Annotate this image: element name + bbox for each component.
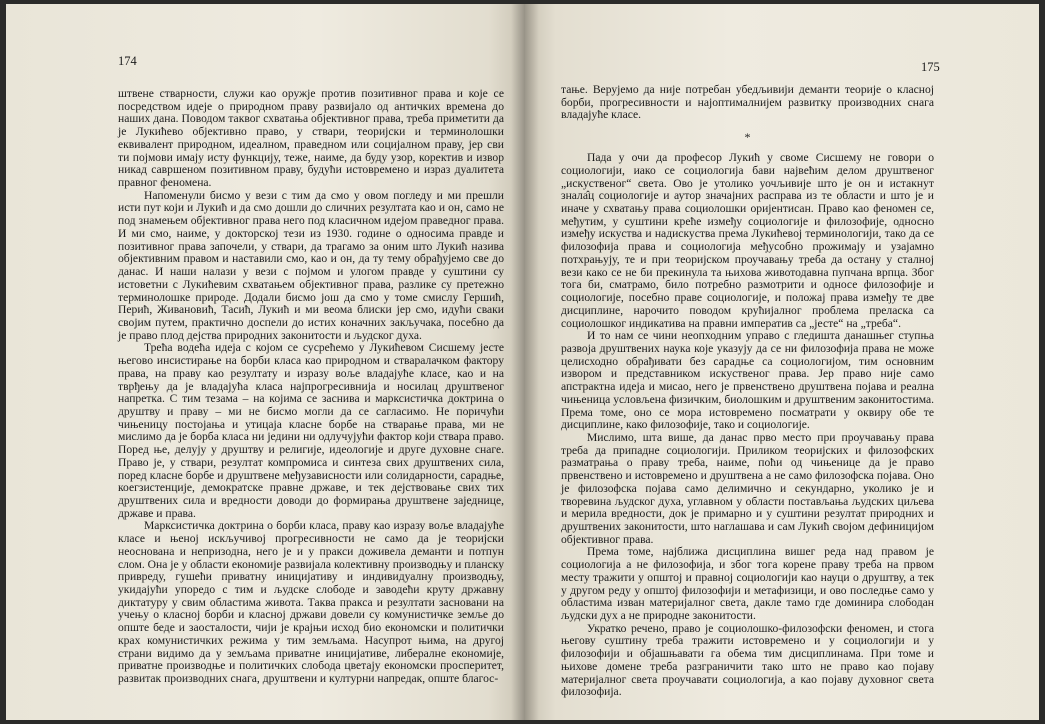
gutter-shadow bbox=[525, 4, 539, 720]
left-page bbox=[6, 4, 525, 720]
gutter-shadow bbox=[511, 4, 525, 720]
paragraph: тање. Верујемо да није потребан убедљивији деманти теорије о класној борби, прогресивности и најоптималнијем развитку производних снага владајуће класе. bbox=[561, 83, 934, 122]
paragraph: И то нам се чини неопходним управо с гледишта данашњег ступња развоја друштвених наука које указују да се ни филозофија права не може целисходно обрађивати без сарадње са социологијом, тим основним извором и представником искуственог права. Јер право није само апстрактна идеја и мисао, него је првенствено друштвена појава и реална чињеница условљена физичким, биолошким и друштвеним законитостима. Према томе, оно се мора истовремено посматрати у оквиру обе те дисциплине, како филозофије, тако и социологије. bbox=[561, 329, 935, 432]
paragraph: Мислимо, шта више, да данас прво место при проучавању права треба да припадне социологији. Приликом теоријских и филозофских разматрања о праву треба, наиме, поћи од чињенице да је право првенствено и истовремено и друштвена а не само филозофска појава. Оно је филозофска појава само делимично и секундарно, уколико је и творевина људског духа, углавном у области постављања људских циљева и мерила вредности, док је примарно и у суштини резултат природних и друштвених законитости, што наглашава и сам Лукић својом дефиницијом објективног права. bbox=[561, 430, 934, 546]
left-page-text bbox=[118, 88, 504, 686]
paragraph: Напоменули бисмо у вези с тим да смо у овом погледу и ми прешли исти пут који и Лукић и да смо дошли до сличних резултата као и он, само не под знамењем објективног права него под класичном идејом праведног права. И ми смо, наиме, у докторској тези из 1930. године о односима правде и позитивног права започели, у ствари, да трагамо за оним што Лукић назива објективним правом и наставили смо, као и он, да ту тему обрађујемо све до данас. И наши налази у вези с појмом и улогом правде у суштини су истоветни с Лукићевим схватањем објективног права, разлике су претежно терминолошке природе. Додали бисмо још да смо у томе смислу Гершић, Перић, Живановић, Тасић, Лукић и ми веома блиски јер смо, идући сваки својим путем, практично доспели до истих коначних закључака, посебно да је право плод дејства природних законитости и људског духа. bbox=[118, 188, 504, 342]
paragraph: Марксистичка доктрина о борби класа, праву као изразу воље владајуће класе и њеној искључивој прогресивности не само да је теоријски неоснована и непризодна, него је и у пракси доживела деманти и потпун слом. Она је у области економије развијала колективну производњу и планску привреду, гушећи приватну иницијативу и индивидуалну производњу, укидајући упоредо с тим и људске слободе и заводећи круту државну диктатуру у свим областима живота. Таква пракса и резултати засновани на учењу о класној борби и класној држави довели су комунистичке земље до опште беде и заосталости, чији је крајњи исход био економски и политички крах комунистичких режима у тим земљама. Насупрот њима, на другој страни видимо да у земљама приватне иницијативе, либералне економије, приватне производње и политичких слобода цветају економски просперитет, развитак производних снага, друштвени и културни напредак, опште благос- bbox=[118, 519, 504, 686]
page-number-right: 175 bbox=[921, 60, 940, 74]
paragraph: Пада у очи да професор Лукић у своме Сисшему не говори о социологији, иако се социологија бави највећим делом друштвеног „искуственог“ света. Ово је утолико уочљивије што је он и истакнут знала̂ц социологије и аутор значајних расправа из те области и што је и иначе у схватању права социолошки оријентисан. Право као феномен се, међутим, у суштини креће између социологије и филозофије, односно између искуства и надискуства према Лукићевој терминологији, тако да се филозофија права и социологија међусобно прожимају и узајамно потхрањују, те и при теоријском проучавању треба да остану у сталној вези како се не би прекинула та њихова животодавна пупчана врпца. Због тога би, сматрамо, било потребно размотрити и односе филозофије и социологије, посебно праве социологије, и положај права између те две дисциплине, нарочито поводом крућијалног проблема преласка са социолошког индикатива на правни императив са „јесте“ на „треба“. bbox=[561, 151, 934, 330]
paragraph: Укратко речено, право је социолошко-филозофски феномен, и стога његову суштину треба тражити истовремено и у социологији и у филозофији и објашњавати га обема тим дисциплинама. При томе и њихове домене треба разграничити тако што не право као појаву материјалног света проучавати социологија, а као појаву духовног света филозофија. bbox=[561, 621, 934, 699]
paragraph: Према томе, најближа дисциплина вишег реда над правом је социологија а не филозофија, и због тога корене праву треба на првом месту тражити у општој и правној социологији као науци о друштву, а тек у другом реду у општој филозофији и метафизици, и ово последње само у областима изван материјалног света, дакле тамо где доминира слободан људски дух а не природне законитости. bbox=[561, 545, 934, 623]
right-page-text bbox=[561, 84, 934, 699]
right-page bbox=[525, 4, 1039, 720]
paragraph: Трећа водећа идеја с којом се сусрећемо у Лукићевом Сисшему јесте његово инсистирање на борби класа као природном и стваралачком фактору права, на праву као резултату и изразу воље владајуће класе, као и на тврђењу да је владајућа класа најпрогресивнија и носилац друштвеног напретка. С тим тезама – на којима се заснива и марксистичка доктрина о друштву и праву – ми не бисмо могли да се сагласимо. Не поричући чињеницу постојања и утицаја класне борбе на стварање права, ми не мислимо да је борба класа ни једини ни одлучујући фактор који ствара право. Поред ње, делују у друштву и религије, идеологије и друге духовне снаге. Право је, у ствари, резултат компромиса и синтеза свих друштвених сила, поред класне борбе и друштвене међузависности или солидарности, сарадње, коегзистенције, демократске правне државе, и тек дејствовање свих тих друштвених сила и вредности доводи до формирања друштвене заједнице, државе и права. bbox=[118, 341, 504, 520]
paragraph: штвене стварности, служи као оружје против позитивног права и које се посредством идеје о природном праву развијало од античких времена до наших дана. Поводом таквог схватања објективног права, треба приметити да је Лукићево објективно право, у ствари, теоријски и терминолошки еквивалент природном, идеалном, праведном или социјалном праву, јер сви ти појмови имају исту функцију, тежe, наиме, да буду узор, коректив и извор никад савршеном позитивном праву, будући истовремено и израз дуалитета правног феномена. bbox=[118, 87, 504, 190]
section-separator: * bbox=[744, 130, 751, 145]
page-number-left: 174 bbox=[118, 54, 137, 68]
